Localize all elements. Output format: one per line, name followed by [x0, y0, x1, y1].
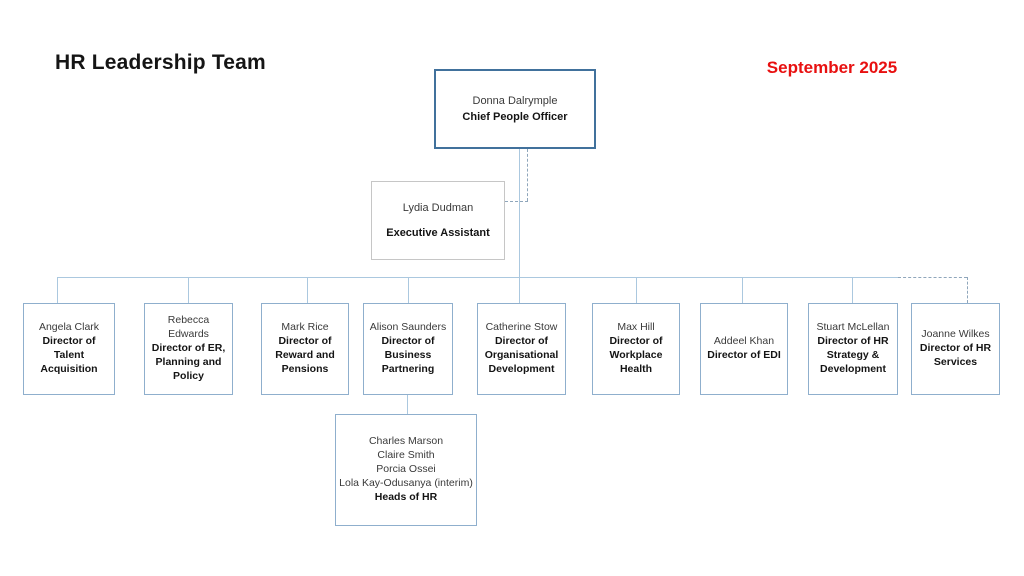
person-title: Director of Organisational Development	[484, 335, 559, 375]
person-name: Max Hill	[617, 321, 655, 334]
connector-stub-mark	[307, 277, 308, 303]
connector-stub-max	[636, 277, 637, 303]
connector-assistant-horizontal	[505, 201, 528, 202]
org-node-director-hr-strategy-development	[808, 303, 898, 395]
page-title: HR Leadership Team	[55, 51, 266, 74]
connector-heads-drop	[407, 395, 408, 414]
org-node-executive-assistant	[371, 181, 505, 260]
org-node-director-talent-acquisition	[23, 303, 115, 395]
person-name: Charles Marson	[368, 435, 444, 448]
person-title: Director of Talent Acquisition	[40, 335, 98, 375]
connector-stub-rebecca	[188, 277, 189, 303]
person-name: Alison Saunders	[369, 321, 447, 334]
person-title: Director of EDI	[707, 349, 781, 361]
person-title: Director of ER, Planning and Policy	[151, 342, 226, 382]
person-title: Director of Workplace Health	[609, 335, 663, 375]
person-name: Joanne Wilkes	[921, 328, 990, 341]
org-node-heads-of-hr	[335, 414, 477, 526]
org-node-director-er-planning-policy	[144, 303, 233, 395]
person-title: Director of HR Services	[919, 342, 992, 368]
person-name: Angela Clark	[38, 321, 100, 334]
connector-assistant-vertical	[527, 149, 528, 201]
org-node-director-reward-pensions	[261, 303, 349, 395]
person-name: Lola Kay-Odusanya (interim)	[339, 476, 473, 489]
person-name: Rebecca Edwards	[167, 314, 210, 341]
connector-ceo-drop	[519, 149, 520, 303]
person-name: Lydia Dudman	[402, 201, 474, 214]
org-node-director-edi	[700, 303, 788, 395]
person-title: Director of Reward and Pensions	[275, 335, 335, 375]
connector-stub-angela	[57, 277, 58, 303]
person-name: Addeel Khan	[713, 335, 775, 348]
connector-stub-stuart	[852, 277, 853, 303]
person-title: Director of HR Strategy & Development	[817, 335, 889, 375]
org-node-chief-people-officer	[434, 69, 596, 149]
group-title: Heads of HR	[374, 490, 438, 503]
person-title: Director of Business Partnering	[381, 335, 435, 375]
person-name: Mark Rice	[281, 321, 329, 334]
date-label: September 2025	[766, 58, 898, 77]
connector-main-horizontal	[57, 277, 898, 278]
org-node-director-organisational-development	[477, 303, 566, 395]
person-name: Claire Smith	[377, 449, 435, 462]
connector-dashed-horizontal-right	[898, 277, 967, 278]
org-node-director-business-partnering	[363, 303, 453, 395]
person-name: Catherine Stow	[485, 321, 558, 334]
person-title: Executive Assistant	[386, 226, 490, 239]
connector-stub-alison	[408, 277, 409, 303]
connector-stub-addeel	[742, 277, 743, 303]
person-title: Chief People Officer	[462, 110, 568, 123]
person-name: Porcia Ossei	[376, 463, 436, 476]
person-name: Donna Dalrymple	[472, 94, 558, 107]
connector-dashed-drop-joanne	[967, 277, 968, 303]
org-node-director-workplace-health	[592, 303, 680, 395]
person-name: Stuart McLellan	[816, 321, 890, 334]
org-node-director-hr-services	[911, 303, 1000, 395]
